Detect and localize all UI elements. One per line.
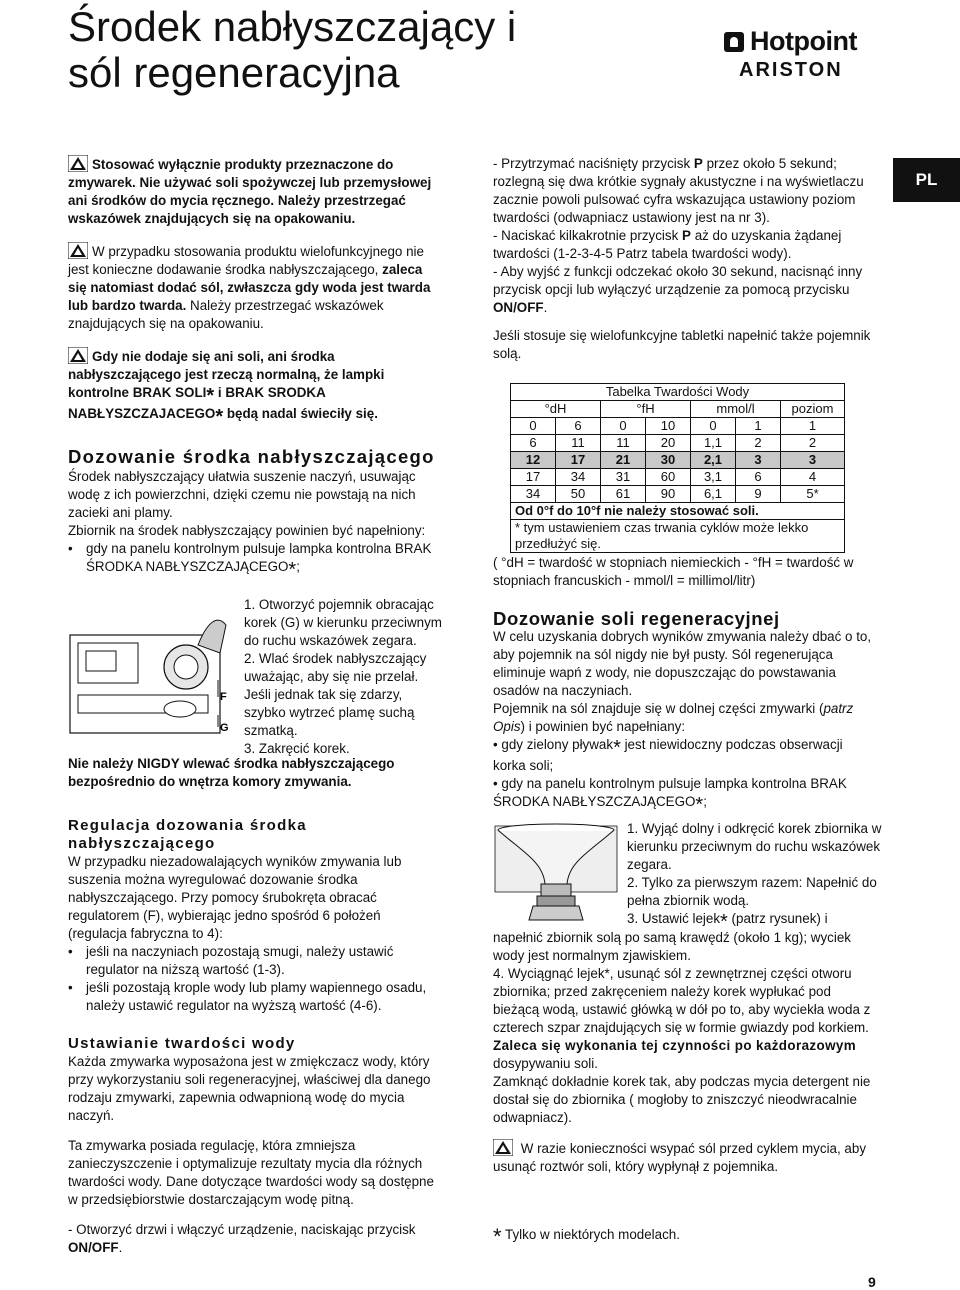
list-item: • jeśli na naczyniach pozostają smugi, należy ustawić regulator na niższą wartość (1-3).	[68, 943, 438, 979]
section-hardness-title: Ustawianie twardości wody	[68, 1035, 296, 1052]
fig-label-f: F	[220, 691, 227, 703]
salt-recommendation: Zaleca się wykonania tej czynności po każdorazowym dosypywaniu soli.	[493, 1038, 857, 1071]
section-rinse-aid-title: Dozowanie środka nabłyszczającego	[68, 446, 435, 467]
salt-warning: W razie konieczności wsypać sól przed cyklem mycia, aby usunąć roztwór soli, który wypłynął z pojemnika.	[493, 1141, 867, 1174]
section-salt-title: Dozowanie soli regeneracyjnej	[493, 608, 780, 629]
left-column-lower	[68, 755, 438, 1257]
hardness-step-3: - Aby wyjść z funkcji odczekać około 30 sekund, nacisnąć inny przycisk opcji lub wyłączyć urządzenie za pomocą przycisku ON/OFF.	[493, 264, 863, 315]
step-2: 2. Wlać środek nabłyszczający uważając, aby się nie przelał. Jeśli jednak tak się zdarzy, szybko wytrzeć plamę suchą szmatką.	[244, 651, 427, 738]
salt-step-3: 3. Ustawić lejek* (patrz rysunek) i	[627, 911, 828, 933]
table-note-1: Od 0°f do 10°f nie należy stosować soli.	[511, 503, 845, 520]
hardness-text-3: - Otworzyć drzwi i włączyć urządzenie, naciskając przycisk ON/OFF.	[68, 1222, 416, 1255]
table-caption: Tabelka Twardości Wody	[511, 384, 845, 401]
list-item: • gdy na panelu kontrolnym pulsuje lampka kontrolna BRAK ŚRODKA NABŁYSZCZAJĄCEGO*;	[493, 776, 847, 816]
salt-step-4: 4. Wyciągnąć lejek*, usunąć sól z zewnętrznej części otworu zbiornika; przed zakręceniem należy korek wypłukać pod bieżącą wodą, ustawić główką w dół po to, aby wyciekła woda z czterech szpar znajdujących się w formie gwiazdy pod korkiem.	[493, 966, 871, 1035]
hardness-step-2: - Naciskać kilkakrotnie przycisk P aż do uzyskania żądanej twardości (1-2-3-4-5 Patrz tabela twardości wody).	[493, 228, 842, 261]
list-item: • gdy na panelu kontrolnym pulsuje lampka kontrolna BRAK ŚRODKA NABŁYSZCZAJĄCEGO*;	[68, 540, 438, 579]
rinse-aid-when: Zbiornik na środek nabłyszczający powinien być napełniony:	[68, 523, 426, 538]
step-3: 3. Zakręcić korek.	[244, 741, 350, 756]
left-column	[68, 155, 438, 579]
brand-mark-icon	[724, 32, 744, 52]
right-column	[493, 155, 873, 363]
table-row-default: 12 17 21 30 2,1 3 3	[511, 452, 845, 469]
list-item: • gdy zielony pływak* jest niewidoczny podczas obserwacji korka soli;	[493, 737, 843, 773]
table-row: 6 11 11 20 1,1 2 2	[511, 435, 845, 452]
right-column-middle	[493, 554, 873, 814]
table-row: 34 50 61 90 6,1 9 5*	[511, 486, 845, 503]
fig-label-g: G	[220, 722, 229, 734]
rinse-aid-warning: Nie należy NIGDY wlewać środka nabłyszczającego bezpośrednio do wnętrza komory zmywania.	[68, 756, 395, 789]
salt-step-2: 2. Tylko za pierwszym razem: Napełnić do pełna zbiornik wodą.	[627, 875, 877, 908]
water-hardness-table	[510, 383, 845, 553]
warning-1: Stosować wyłącznie produkty przeznaczone do zmywarek. Nie używać soli spożywczej lub przemysłowej ani środków do mycia ręcznego. Należy przestrzegać wskazówek znajdujących się na opakowaniu.	[68, 157, 432, 226]
salt-intro: W celu uzyskania dobrych wyników zmywania należy dbać o to, aby pojemnik na sól nigdy nie był pusty. Sól regenerująca eliminuje wapń z wody, nie dopuszczając do powstawania osadów na naczyniach.	[493, 629, 872, 698]
table-row: 0 6 0 10 0 1 1	[511, 418, 845, 435]
right-column-lower	[493, 929, 873, 1176]
warning-icon	[68, 347, 88, 364]
warning-icon	[68, 155, 88, 172]
salt-steps	[627, 820, 887, 931]
salt-location: Pojemnik na sól znajduje się w dolnej części zmywarki (patrz Opis) i powinien być napełniany:	[493, 701, 854, 734]
hardness-step-1: - Przytrzymać naciśnięty przycisk P przez około 5 sekund; rozlegną się dwa krótkie sygnały akustyczne i na wyświetlaczu zacznie powoli pulsować cyfra wskazująca ustawiony poziom twardości (odwapniacz ustawiony jest na nr 3).	[493, 156, 864, 225]
brand-sub: ARISTON	[739, 59, 843, 81]
rinse-aid-intro: Środek nabłyszczający ułatwia suszenie naczyń, usuwając wodę z ich powierzchni, dzięki czemu nie powstają na nich zacieki ani plamy.	[68, 469, 416, 520]
table-header: °fH	[601, 401, 691, 418]
section-regulation-title: Regulacja dozowania środka nabłyszczającego	[68, 817, 307, 852]
rinse-aid-steps	[244, 596, 444, 758]
footnote: * Tylko w niektórych modelach.	[493, 1224, 680, 1249]
salt-close-text: Zamknąć dokładnie korek tak, aby podczas mycia detergent nie dostał się do zbiornika ( mogłoby to zniszczyć nieodwracalnie odwapniacz).	[493, 1074, 871, 1125]
brand-name: Hotpoint	[750, 26, 857, 56]
warning-icon	[68, 242, 88, 259]
table-header: mmol/l	[691, 401, 781, 418]
table-header: °dH	[511, 401, 601, 418]
regulation-text: W przypadku niezadowalających wyników zmywania lub suszenia można wyregulować dozowanie środka nabłyszczającego. Przy pomocy śrubokręta obracać regulatorem (F), wybierając jedno spośród 6 położeń (regulacja fabryczna to 4):	[68, 854, 402, 941]
hardness-text-2: Ta zmywarka posiada regulację, która zmniejsza zanieczyszczenie i optymalizuje rezultaty mycia dla różnych twardości wody. Dane dotyczące twardości wody są dostępne w przedsiębiorstwie dostarczającym wodę pitną.	[68, 1138, 434, 1207]
tablets-note: Jeśli stosuje się wielofunkcyjne tabletki napełnić także pojemnik solą.	[493, 328, 871, 361]
table-header: poziom	[781, 401, 845, 418]
table-row: 17 34 31 60 3,1 6 4	[511, 469, 845, 486]
salt-funnel-figure	[493, 822, 619, 924]
warning-icon	[493, 1139, 513, 1156]
table-note-2: * tym ustawieniem czas trwania cyklów może lekko przedłużyć się.	[511, 520, 845, 553]
salt-step-1: 1. Wyjąć dolny i odkręcić korek zbiornika w kierunku przeciwnym do ruchu wskazówek zegara.	[627, 821, 882, 872]
rinse-aid-dispenser-figure	[68, 605, 238, 750]
salt-fill-text: napełnić zbiornik solą po samą krawędź (około 1 kg); wyciek wody jest normalnym zjawiskiem.	[493, 930, 851, 963]
units-note: ( °dH = twardość w stopniach niemieckich - °fH = twardość w stopniach francuskich - mmol/l = millimol/litr)	[493, 555, 854, 588]
warning-2: W przypadku stosowania produktu wielofunkcyjnego nie jest konieczne dodawanie środka nabłyszczającego, zaleca się natomiast dodać sól, zwłaszcza gdy woda jest twarda lub bardzo twarda. Należy przestrzegać wskazówek znajdujących się na opakowaniu.	[68, 244, 431, 331]
step-1: 1. Otworzyć pojemnik obracając korek (G) w kierunku przeciwnym do ruchu wskazówek zegara.	[244, 597, 442, 648]
list-item: • jeśli pozostają krople wody lub plamy wapiennego osadu, należy ustawić regulator na wyższą wartość (4-6).	[68, 979, 438, 1015]
language-tab: PL	[893, 158, 960, 202]
warning-3: Gdy nie dodaje się ani soli, ani środka nabłyszczającego jest rzeczą normalną, że lampki kontrolne BRAK SOLI* i BRAK SRODKA NABŁYSZCZAJACEGO* będą nadal świeciły się.	[68, 349, 385, 428]
hardness-text-1: Każda zmywarka wyposażona jest w zmiękczacz wody, który przy wykorzystaniu soli regeneracyjnej, właściwej dla danego rodzaju zmywarki, zapewnia odwapnioną wodę do mycia naczyń.	[68, 1054, 431, 1123]
page-number: 9	[868, 1274, 876, 1290]
page-title: Środek nabłyszczający i sól regeneracyjna	[68, 3, 517, 96]
brand-logo	[724, 26, 874, 82]
